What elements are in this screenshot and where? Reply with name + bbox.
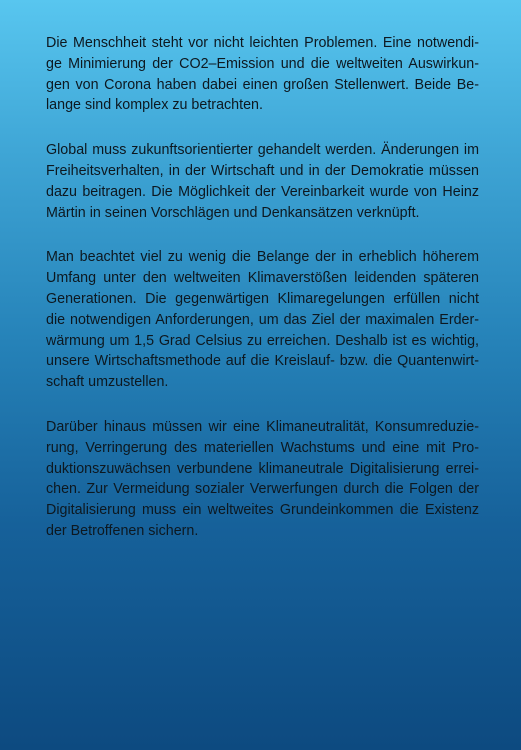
text-line: Darüber hinaus müssen wir eine Klimaneutralität, Konsumreduzie-	[46, 418, 479, 435]
paragraph-2	[46, 140, 479, 223]
text-line: unsere Wirtschaftsmethode auf die Kreislauf- bzw. die Quantenwirt-	[46, 353, 479, 370]
text-line: Freiheitsverhalten, in der Wirtschaft und in der Demokratie müssen	[46, 162, 479, 179]
text-line: rung, Verringerung des materiellen Wachstums und eine mit Pro-	[46, 439, 479, 456]
text-line: Man beachtet viel zu wenig die Belange der in erheblich höherem	[46, 249, 479, 266]
text-line: wärmung um 1,5 Grad Celsius zu erreichen. Deshalb ist es wichtig,	[46, 332, 479, 349]
text-line: Digitalisierung muss ein weltweites Grundeinkommen die Existenz	[46, 502, 479, 519]
text-line: Global muss zukunftsorientierter gehandelt werden. Änderungen im	[46, 142, 479, 159]
text-line: dazu beitragen. Die Möglichkeit der Vereinbarkeit wurde von Heinz	[46, 183, 479, 200]
text-line: Märtin in seinen Vorschlägen und Denkansätzen verknüpft.	[46, 204, 420, 221]
text-line: gen von Corona haben dabei einen großen Stellenwert. Beide Be-	[46, 76, 479, 93]
text-line: Umfang unter den weltweiten Klimaverstößen leidenden späteren	[46, 270, 479, 287]
text-line: duktionszuwächsen verbundene klimaneutrale Digitalisierung errei-	[46, 460, 479, 477]
text-line: chen. Zur Vermeidung sozialer Verwerfungen durch die Folgen der	[46, 481, 479, 498]
text-line: der Betroffenen sichern.	[46, 522, 199, 539]
paragraph-3	[46, 247, 479, 393]
paragraph-4	[46, 417, 479, 542]
text-line: lange sind komplex zu betrachten.	[46, 97, 263, 114]
text-line: ge Minimierung der CO2–Emission und die weltweiten Auswirkun-	[46, 55, 479, 72]
text-line: die notwendigen Anforderungen, um das Ziel der maximalen Erder-	[46, 311, 479, 328]
text-line: Generationen. Die gegenwärtigen Klimaregelungen erfüllen nicht	[46, 290, 479, 307]
text-line: Die Menschheit steht vor nicht leichten Problemen. Eine notwendi-	[46, 35, 479, 51]
text-line: schaft umzustellen.	[46, 374, 169, 391]
paragraph-1	[46, 33, 479, 116]
